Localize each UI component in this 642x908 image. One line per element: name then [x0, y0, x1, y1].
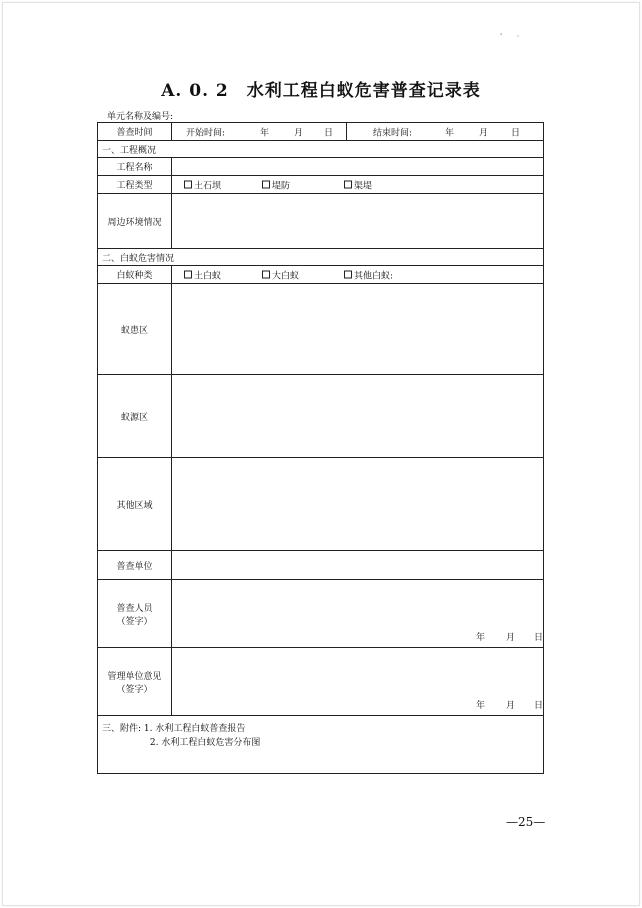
option-embankment[interactable]: 堤防: [262, 178, 290, 191]
survey-time-label: 普查时间: [98, 123, 172, 141]
mgmt-date-month: 月: [506, 701, 516, 711]
unit-name-label: 单元名称及编号:: [107, 112, 174, 122]
source-area-label: 蚁源区: [98, 375, 172, 458]
option-earth-dam[interactable]: 土石坝: [184, 178, 221, 191]
record-form-table: [97, 122, 544, 774]
project-name-field[interactable]: [172, 158, 544, 176]
option-big-termite[interactable]: 大白蚁: [262, 268, 299, 281]
section1-title: 一、工程概况: [98, 141, 544, 158]
mgmt-label-cell: [98, 648, 172, 716]
section2-title: 二、白蚁危害情况: [98, 249, 544, 266]
survey-unit-field[interactable]: [172, 551, 544, 580]
checkbox-icon: [344, 271, 352, 279]
corner-mark: ' ·: [500, 32, 526, 41]
nest-area-field[interactable]: [172, 284, 544, 375]
source-area-field[interactable]: [172, 375, 544, 458]
environment-field[interactable]: [172, 194, 544, 249]
start-day: 日: [324, 128, 334, 138]
end-day: 日: [511, 128, 521, 138]
surveyor-label: 普查人员: [116, 603, 153, 614]
environment-label: 周边环境情况: [98, 194, 172, 249]
nest-area-label: 蚁患区: [98, 284, 172, 375]
attachments-cell: [98, 716, 544, 774]
option-other-termite[interactable]: 其他白蚁:: [344, 268, 393, 281]
page-number: —25—: [506, 815, 546, 829]
project-name-label: 工程名称: [98, 158, 172, 176]
option-canal-dike[interactable]: 渠堤: [344, 178, 372, 191]
survey-time-row: [98, 123, 544, 141]
surveyor-date-day: 日: [534, 633, 544, 643]
form-title: A. 0. 2 水利工程白蚁危害普查记录表: [161, 81, 481, 101]
end-time-cell[interactable]: [347, 123, 544, 141]
checkbox-icon: [184, 181, 192, 189]
other-area-field[interactable]: [172, 458, 544, 551]
checkbox-icon: [262, 271, 270, 279]
attachment-item-2: 2. 水利工程白蚁危害分布图: [149, 738, 261, 748]
mgmt-opinion-label: 管理单位意见: [107, 671, 162, 682]
section3-title: 三、附件:: [102, 724, 142, 734]
checkbox-icon: [184, 271, 192, 279]
start-time-cell[interactable]: [172, 123, 347, 141]
end-year: 年: [445, 128, 455, 138]
surveyor-date-year: 年: [476, 633, 486, 643]
surveyor-label-cell: [98, 580, 172, 648]
start-year: 年: [260, 128, 270, 138]
option-soil-termite[interactable]: 土白蚁: [184, 268, 221, 281]
mgmt-sign-note: （签字）: [116, 684, 153, 695]
checkbox-icon: [262, 181, 270, 189]
project-type-options: [172, 176, 544, 194]
attachment-item-1: 1. 水利工程白蚁普查报告: [143, 724, 246, 734]
survey-unit-label: 普查单位: [98, 551, 172, 580]
species-label: 白蚁种类: [98, 266, 172, 284]
mgmt-date-year: 年: [476, 701, 486, 711]
end-month: 月: [479, 128, 489, 138]
mgmt-opinion-field[interactable]: [172, 648, 544, 716]
species-options: [172, 266, 544, 284]
mgmt-date-day: 日: [534, 701, 544, 711]
surveyor-date-month: 月: [506, 633, 516, 643]
other-area-label: 其他区域: [98, 458, 172, 551]
end-time-label: 结束时间:: [373, 128, 413, 138]
checkbox-icon: [344, 181, 352, 189]
start-time-label: 开始时间:: [186, 128, 226, 138]
start-month: 月: [294, 128, 304, 138]
project-type-label: 工程类型: [98, 176, 172, 194]
surveyor-sign-field[interactable]: [172, 580, 544, 648]
surveyor-sign-note: （签字）: [116, 616, 153, 627]
